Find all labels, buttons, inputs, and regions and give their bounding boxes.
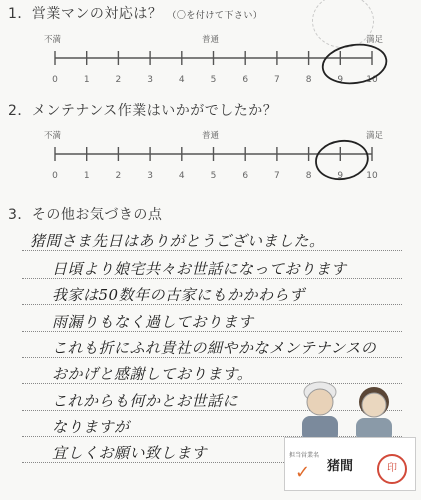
scale-tick-label-0: 0 (52, 171, 58, 181)
comment-line: これも折にふれ貴社の細やかなメンテナンスの (52, 339, 377, 357)
scale-tick-label-4: 4 (178, 171, 185, 181)
comment-line: おかげと感謝しております。 (52, 365, 253, 383)
signature-name: 猪間 (327, 459, 354, 474)
q1-label-mid: 普通 (202, 35, 220, 45)
scale-tick-label-1: 1 (83, 75, 90, 85)
scale-tick-label-10: 10 (366, 171, 378, 181)
scale-tick-label-8: 8 (305, 75, 312, 85)
scale-tick-label-7: 7 (274, 75, 280, 85)
scale-tick-label-9: 9 (337, 75, 344, 85)
q2-label-mid: 普通 (202, 131, 220, 141)
q2-scale[interactable] (0, 136, 421, 186)
scale-tick-label-1: 1 (83, 171, 90, 181)
scale-tick-label-3: 3 (147, 171, 153, 181)
comment-line: 我家は50数年の古家にもかかわらず (52, 286, 305, 304)
comment-line: これからも何かとお世話に (52, 392, 239, 410)
staff-woman-icon (356, 387, 392, 442)
scale-tick-label-3: 3 (147, 75, 153, 85)
q1-label-right: 満足 (366, 35, 384, 45)
q2-title-text: 2．メンテナンス作業はいかがでしたか？ (8, 103, 278, 119)
scale-tick-label-8: 8 (305, 171, 312, 181)
scale-tick-label-6: 6 (242, 171, 249, 181)
staff-man-icon (302, 382, 338, 442)
comment-line: 日頃より娘宅共々お世話になっております (52, 260, 347, 278)
scale-tick-label-7: 7 (274, 171, 280, 181)
q1-title-text: 1．営業マンの対応は？ (8, 6, 163, 22)
comment-line: 宜しくお願い致します (52, 444, 208, 462)
scale-tick-label-5: 5 (210, 171, 217, 181)
scale-tick-label-5: 5 (210, 75, 217, 85)
q2-label-left: 不満 (44, 131, 62, 141)
comment-line: 雨漏りもなく過しております (52, 313, 254, 331)
q3-title-text: 3．その他お気づきの点 (8, 207, 163, 223)
q3-title (8, 204, 162, 224)
scale-tick-label-2: 2 (115, 171, 122, 181)
signature-label: 担当営業名 (289, 452, 320, 459)
scale-tick-label-9: 9 (337, 171, 344, 181)
staff-illustration (286, 372, 414, 442)
q1-title (8, 3, 262, 23)
q1-scale[interactable] (0, 40, 421, 90)
staff-signature-card (284, 437, 416, 491)
scale-tick-label-2: 2 (115, 75, 122, 85)
q1-label-left: 不満 (44, 35, 62, 45)
q2-title (8, 100, 277, 120)
scale-tick-label-6: 6 (242, 75, 249, 85)
comment-line: なりますが (52, 418, 130, 436)
comment-line: 猪間さま先日はありがとうございました。 (30, 232, 325, 250)
q1-note: （〇を付けて下さい） (167, 11, 263, 21)
handwritten-circle-mark (320, 41, 389, 88)
scale-tick-label-0: 0 (52, 75, 58, 85)
check-icon: ✓ (295, 462, 311, 483)
q2-label-right: 満足 (366, 131, 384, 141)
scale-tick-label-4: 4 (178, 75, 185, 85)
scale-tick-label-10: 10 (366, 75, 378, 85)
seal-icon: 印 (377, 454, 407, 484)
